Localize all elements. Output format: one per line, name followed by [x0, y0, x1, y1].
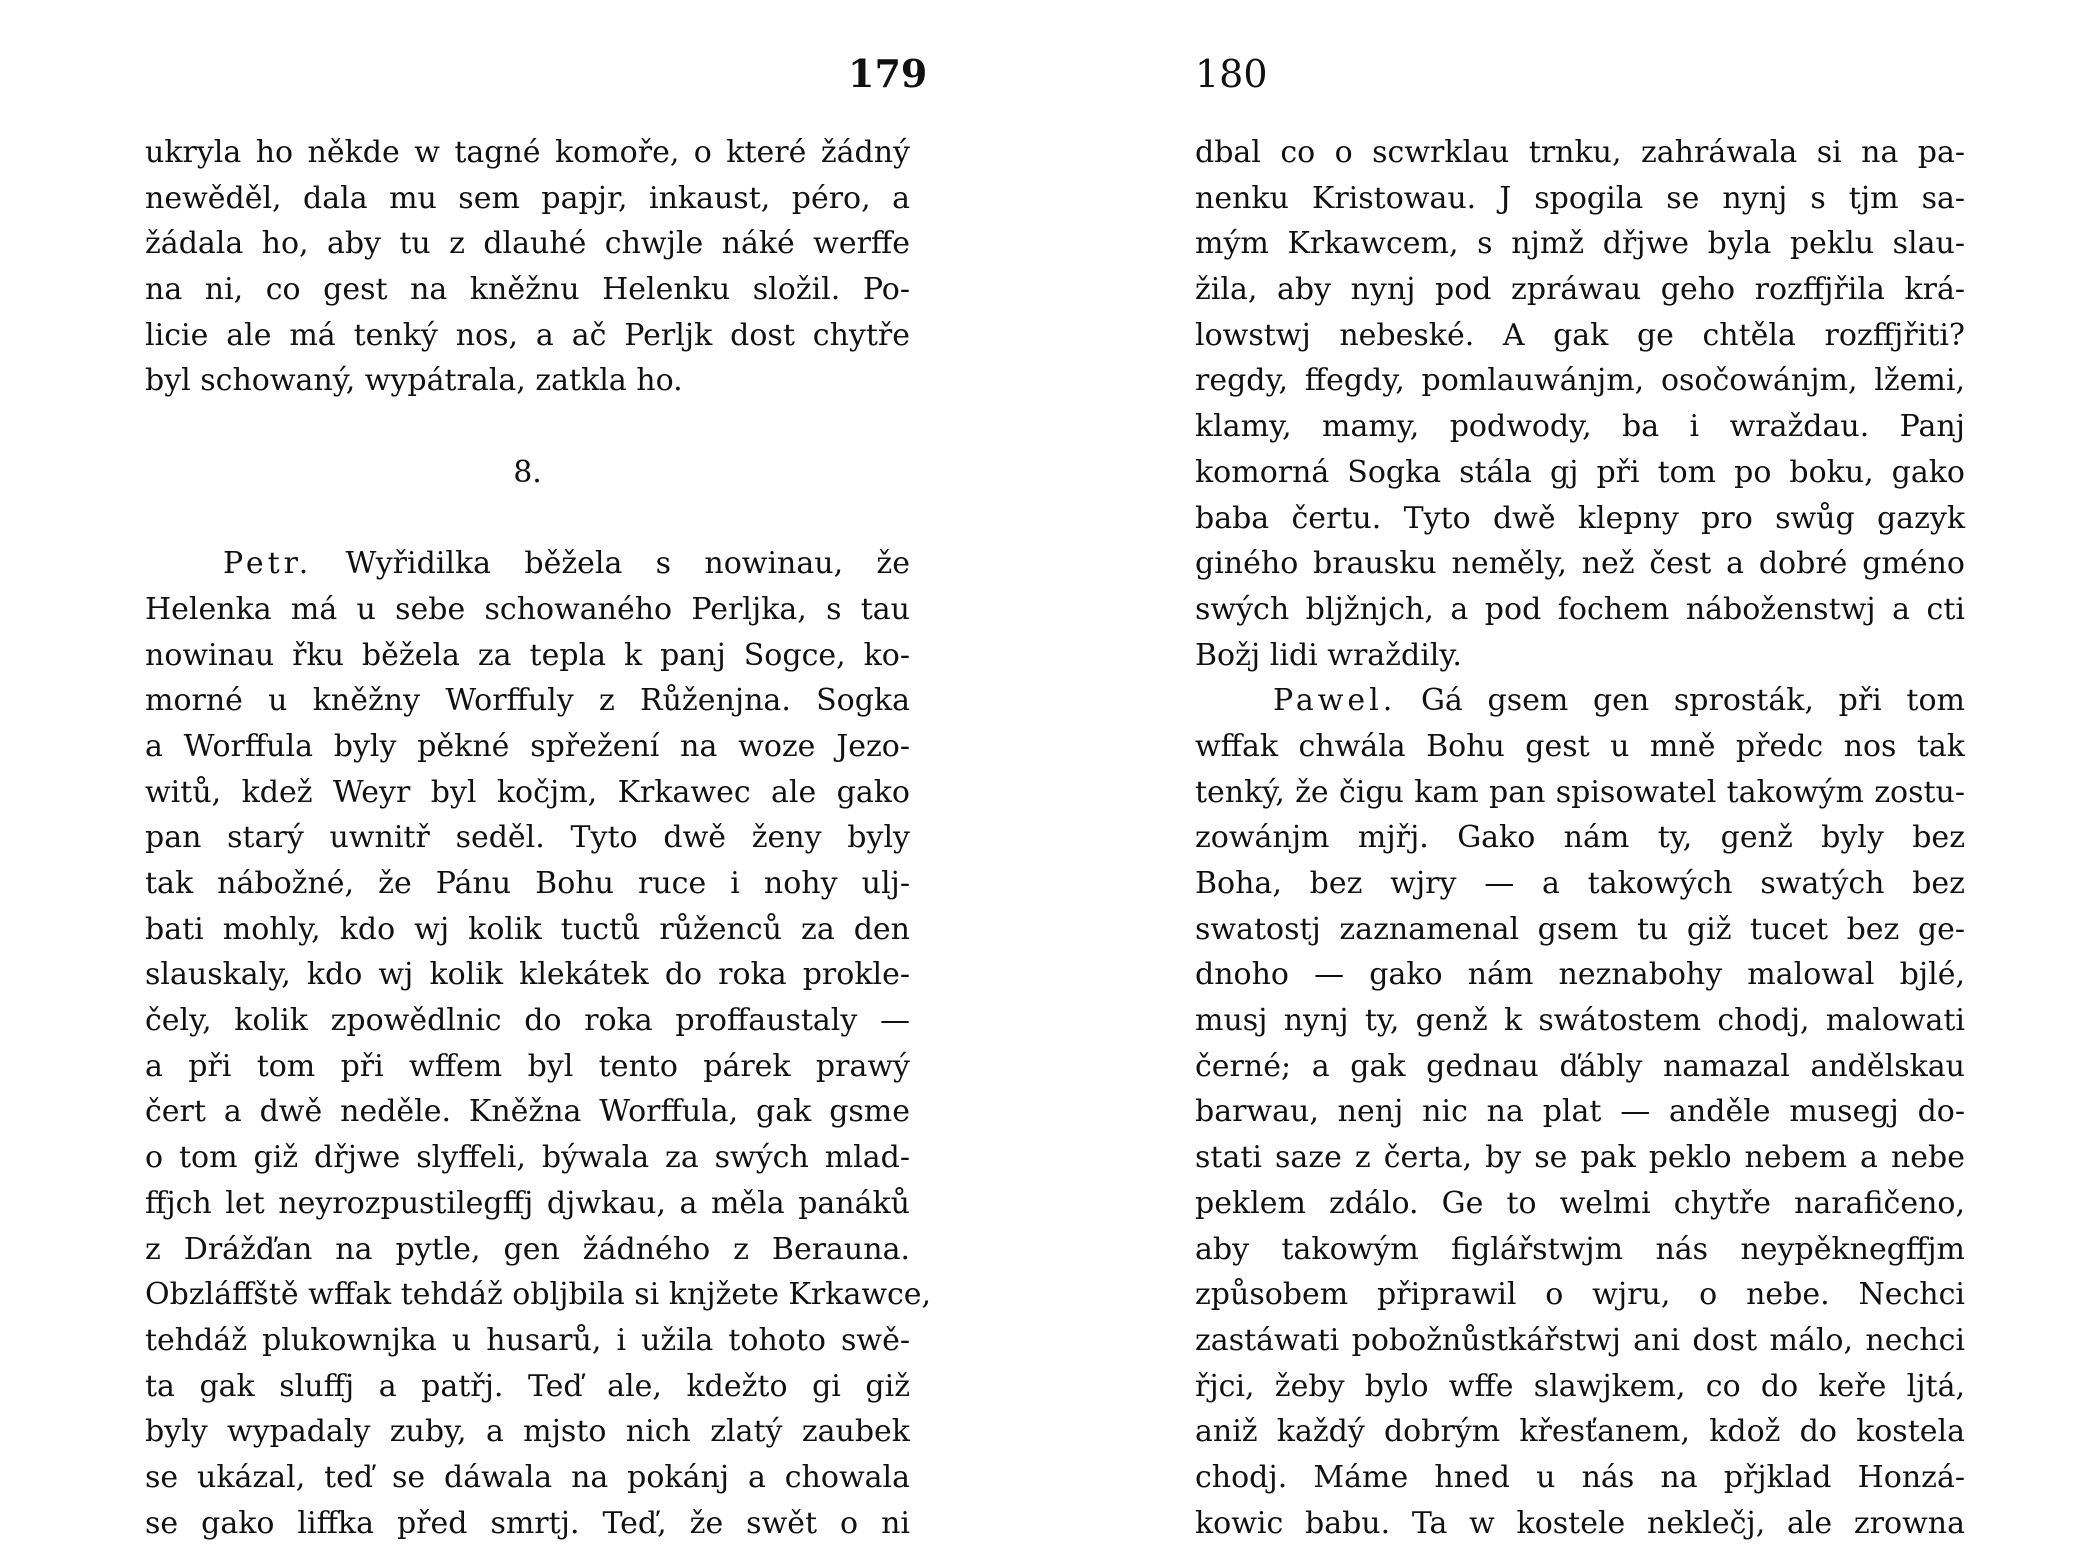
- text-line: byly wypadaly zuby, a mjsto nich zlatý zaubek: [145, 1414, 910, 1450]
- text-line: baba čertu. Tyto dwě klepny pro swůg gazyk: [1195, 500, 1965, 536]
- text-line: aby takowým figlářstwjm nás neypěknegffjm: [1195, 1231, 1965, 1267]
- text-line: nenku Kristowau. J spogila se nynj s tjm sa-: [1195, 180, 1965, 216]
- text-line: komorná Sogka stála gj při tom po boku, gako: [1195, 454, 1965, 490]
- text-line: z Drážďan na pytle, gen žádného z Berauna.: [145, 1231, 910, 1267]
- text-line: tenký, že čigu kam pan spisowatel takowým zostu-: [1195, 774, 1965, 810]
- text-line: ffjch let neyrozpustilegffj djwkau, a měla panáků: [145, 1185, 910, 1221]
- speaker-text: Wyřidilka běžela s nowinau, že: [345, 546, 910, 582]
- page-number: 179: [848, 51, 928, 96]
- text-line: lowstwj nebeské. A gak ge chtěla rozffjřiti?: [1195, 317, 1965, 353]
- text-line: licie ale má tenký nos, a ač Perljk dost chytře: [145, 317, 910, 353]
- text-line: dnoho — gako nám neznabohy malowal bjlé,: [1195, 957, 1965, 993]
- text-line: zastáwati pobožnůstkářstwj ani dost málo, nechci: [1195, 1322, 1965, 1358]
- text-line: barwau, nenj nic na plat — anděle musegj do-: [1195, 1094, 1965, 1130]
- text-line: mým Krkawcem, s njmž dřjwe byla peklu slau-: [1195, 226, 1965, 262]
- text-line: bati mohly, kdo wj kolik tuctů růženců za den: [145, 911, 910, 947]
- text-line: a při tom při wffem byl tento párek prawý: [145, 1048, 910, 1084]
- text-line: pan starý uwnitř seděl. Tyto dwě ženy byly: [145, 820, 910, 856]
- text-line: způsobem připrawil o wjru, o nebe. Nechci: [1195, 1277, 1965, 1313]
- text-line: byl schowaný, wypátrala, zatkla ho.: [145, 363, 683, 399]
- text-line: morné u kněžny Worffuly z Růženjna. Sogka: [145, 683, 910, 719]
- text-line: Obzláffště wffak tehdáž obljbila si knjžete Krkawce,: [145, 1277, 932, 1313]
- blank-line: [145, 496, 910, 542]
- speaker-line: [1195, 678, 1965, 724]
- text-line: klamy, mamy, podwody, ba i wraždau. Panj: [1195, 409, 1965, 445]
- page-number: 180: [1195, 52, 1268, 96]
- speaker-name: Petr.: [223, 546, 313, 582]
- text-line: slauskaly, kdo wj kolik klekátek do roka prokle-: [145, 957, 910, 993]
- blank-line: [145, 404, 910, 450]
- text-line: Božj lidi wraždily.: [1195, 637, 1462, 673]
- text-line: zowánjm mjřj. Gako nám ty, genž byly bez: [1195, 820, 1965, 856]
- right-page: [1195, 0, 1965, 1541]
- text-line: dbal co o scwrklau trnku, zahráwala si na pa-: [1195, 135, 1965, 170]
- text-line: witů, kdež Weyr byl kočjm, Krkawec ale gako: [145, 774, 910, 810]
- text-line: swatostj zaznamenal gsem tu giž tucet bez ge-: [1195, 911, 1965, 947]
- text-line: wffak chwála Bohu gest u mně předc nos tak: [1195, 728, 1965, 764]
- text-line: giného brausku neměly, než čest a dobré gméno: [1195, 546, 1965, 582]
- text-line: Boha, bez wjry — a takowých swatých bez: [1195, 866, 1965, 901]
- page-text: [145, 130, 932, 1546]
- speaker-line: [145, 541, 910, 587]
- text-line: newěděl, dala mu sem papjr, inkaust, péro, a: [145, 180, 910, 216]
- text-line: musj nynj ty, genž k swátostem chodj, malowati: [1195, 1003, 1965, 1039]
- text-line: na ni, co gest na kněžnu Helenku složil. Po-: [145, 272, 910, 308]
- text-line: se gako liffka před smrtj. Teď, že swět o ni: [145, 1505, 910, 1541]
- text-line: chodj. Máme hned u nás na přjklad Honzá-: [1195, 1459, 1965, 1495]
- page-text: [1195, 130, 1965, 1546]
- text-line: regdy, ffegdy, pomlauwánjm, osočowánjm, lžemi,: [1195, 363, 1965, 399]
- text-line: nowinau řku běžela za tepla k panj Sogce, ko-: [145, 637, 910, 673]
- text-line: aniž každý dobrým křesťanem, kdož do kostela: [1195, 1414, 1965, 1450]
- text-line: tehdáž plukownjka u husarů, i užila tohoto swě-: [145, 1322, 910, 1358]
- speaker-text: Gá gsem gen sprosták, při tom: [1420, 683, 1965, 719]
- text-line: čert a dwě neděle. Kněžna Worffula, gak gsme: [145, 1094, 910, 1130]
- text-line: žila, aby nynj pod zpráwau geho rozffjřila krá-: [1195, 272, 1965, 308]
- text-line: čely, kolik zpowědlnic do roka proffaustaly —: [145, 1003, 910, 1039]
- left-page: [145, 0, 932, 1541]
- text-line: swých bljžnjch, a pod fochem náboženstwj a cti: [1195, 591, 1965, 627]
- text-line: ta gak sluffj a patřj. Teď ale, kdežto gi giž: [145, 1368, 910, 1404]
- text-line: kowic babu. Ta w kostele neklečj, ale zrowna: [1195, 1505, 1965, 1541]
- text-line: stati saze z čerta, by se pak peklo nebem a nebe: [1195, 1140, 1965, 1176]
- text-line: ukryla ho někde w tagné komoře, o které žádný: [145, 135, 910, 170]
- text-line: se ukázal, teď se dáwala na pokánj a chowala: [145, 1459, 910, 1495]
- speaker-name: Pawel.: [1273, 683, 1397, 719]
- text-line: tak nábožné, že Pánu Bohu ruce i nohy ulj-: [145, 866, 910, 901]
- text-line: černé; a gak gednau ďábly namazal andělskau: [1195, 1048, 1965, 1084]
- text-line: Helenka má u sebe schowaného Perljka, s tau: [145, 591, 910, 627]
- text-line: a Worffula byly pěkné spřežení na woze Jezo-: [145, 728, 910, 764]
- text-line: peklem zdálo. Ge to welmi chytře narafičeno,: [1195, 1185, 1965, 1221]
- text-line: řjci, žeby bylo wffe slawjkem, co do keře ljtá,: [1195, 1368, 1965, 1404]
- text-line: o tom giž dřjwe slyffeli, býwala za swých mlad-: [145, 1140, 910, 1176]
- text-line: žádala ho, aby tu z dlauhé chwjle náké werffe: [145, 226, 910, 262]
- section-number: 8.: [513, 454, 542, 490]
